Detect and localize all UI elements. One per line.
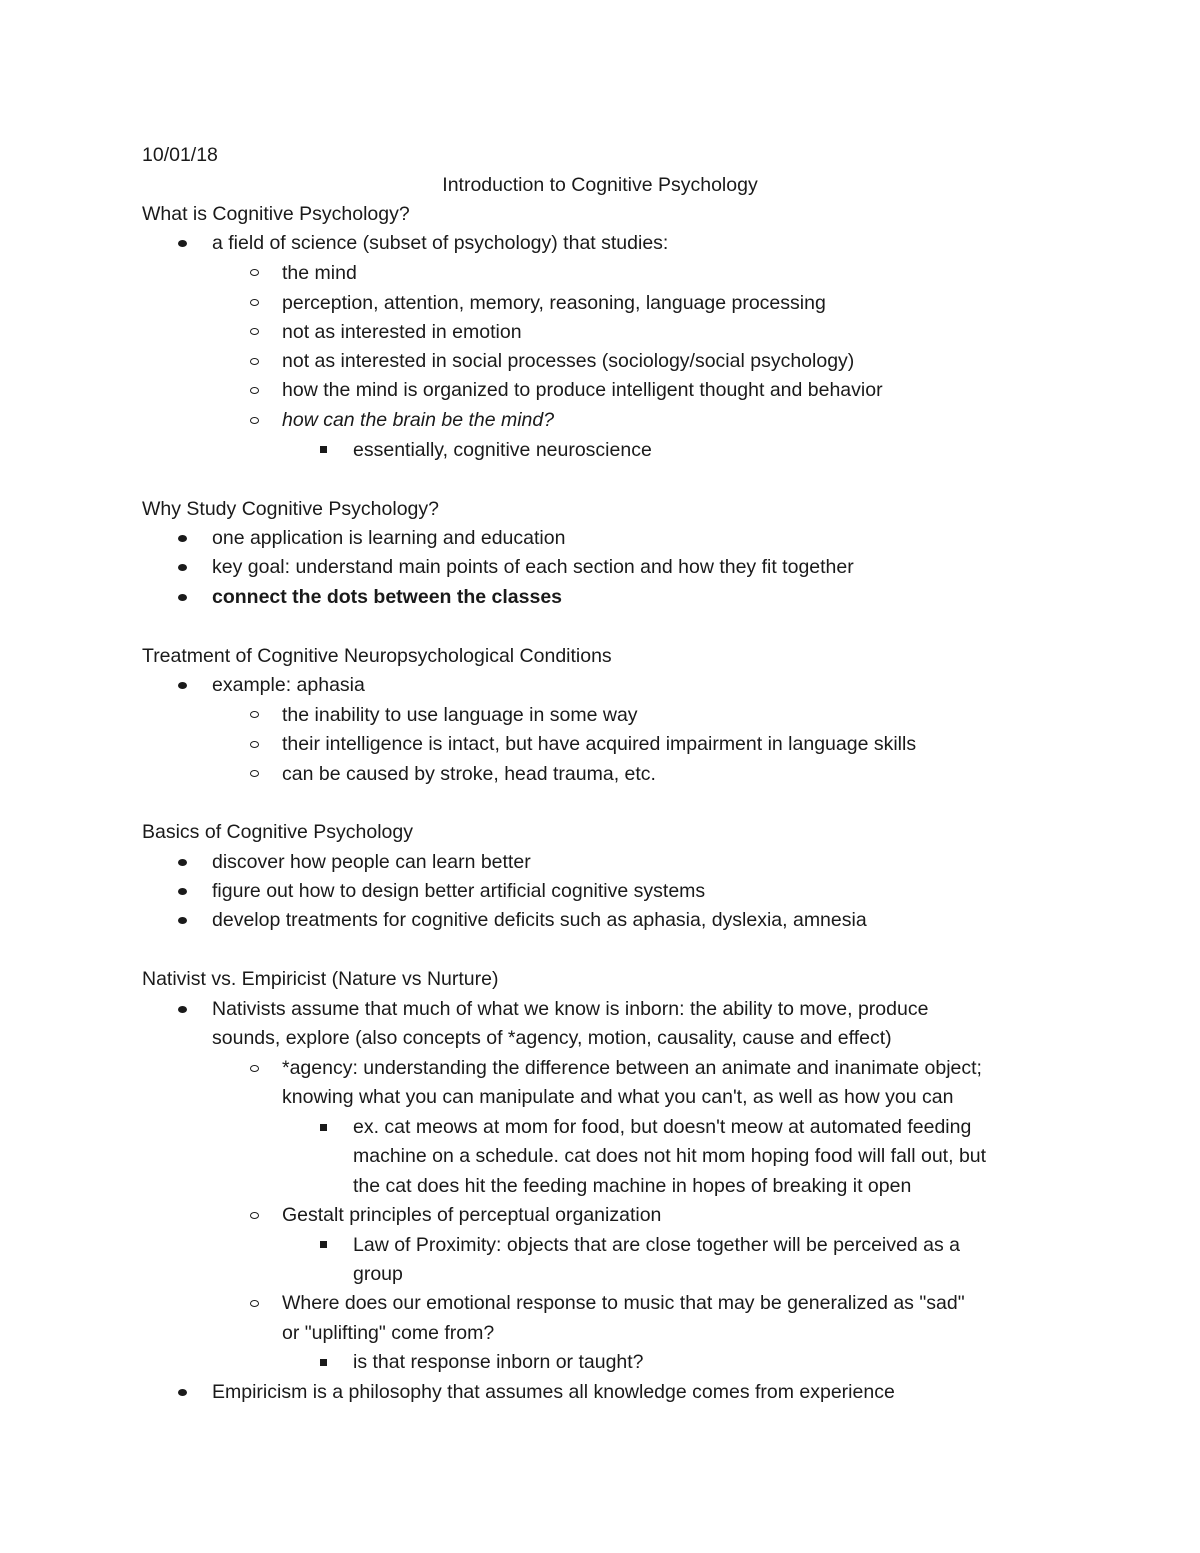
bullet-square-icon (320, 1359, 330, 1367)
bullet-square-icon (320, 446, 330, 454)
list-item-continuation: machine on a schedule. cat does not hit mom hoping food will fall out, but (353, 1145, 987, 1167)
bullet-disc-icon (178, 564, 190, 572)
bullet-square-icon (320, 1124, 330, 1132)
list-item: ex. cat meows at mom for food, but doesn't meow at automated feeding (353, 1116, 972, 1138)
list-item-continuation: or "uplifting" come from? (282, 1322, 495, 1344)
section-heading-basics: Basics of Cognitive Psychology (142, 821, 413, 843)
list-item: essentially, cognitive neuroscience (353, 439, 652, 461)
bullet-disc-icon (178, 535, 190, 543)
list-item: key goal: understand main points of each section and how they fit together (212, 556, 854, 578)
section-heading-treatment: Treatment of Cognitive Neuropsychological Conditions (142, 645, 612, 667)
bullet-disc-icon (178, 682, 190, 690)
bullet-disc-icon (178, 859, 190, 867)
bullet-disc-icon (178, 888, 190, 896)
list-item: *agency: understanding the difference between an animate and inanimate object; (282, 1057, 982, 1079)
bullet-disc-icon (178, 594, 190, 602)
section-heading-why: Why Study Cognitive Psychology? (142, 498, 439, 520)
list-item: Empiricism is a philosophy that assumes all knowledge comes from experience (212, 1381, 895, 1403)
list-item: example: aphasia (212, 674, 365, 696)
list-item: can be caused by stroke, head trauma, etc. (282, 763, 656, 785)
bullet-circle-icon (250, 1212, 262, 1220)
list-item: the inability to use language in some way (282, 704, 638, 726)
list-item: perception, attention, memory, reasoning, language processing (282, 292, 826, 314)
list-item: not as interested in social processes (sociology/social psychology) (282, 350, 855, 372)
list-item: is that response inborn or taught? (353, 1351, 644, 1373)
list-item: one application is learning and education (212, 527, 566, 549)
list-item-continuation: knowing what you can manipulate and what you can't, as well as how you can (282, 1086, 954, 1108)
list-item: connect the dots between the classes (212, 586, 563, 608)
bullet-circle-icon (250, 358, 262, 366)
bullet-circle-icon (250, 1300, 262, 1308)
section-heading-what: What is Cognitive Psychology? (142, 203, 410, 225)
bullet-disc-icon (178, 1006, 190, 1014)
list-item-continuation: group (353, 1263, 403, 1285)
list-item: how can the brain be the mind? (282, 409, 555, 431)
bullet-circle-icon (250, 711, 262, 719)
list-item-continuation: sounds, explore (also concepts of *agency, motion, causality, cause and effect) (212, 1027, 892, 1049)
bullet-circle-icon (250, 741, 262, 749)
list-item: Gestalt principles of perceptual organization (282, 1204, 662, 1226)
list-item: not as interested in emotion (282, 321, 522, 343)
bullet-circle-icon (250, 387, 262, 395)
list-item: Law of Proximity: objects that are close together will be perceived as a (353, 1234, 960, 1256)
page-title: Introduction to Cognitive Psychology (442, 174, 758, 196)
bullet-circle-icon (250, 770, 262, 778)
bullet-disc-icon (178, 240, 190, 248)
bullet-circle-icon (250, 269, 262, 277)
list-item: Nativists assume that much of what we know is inborn: the ability to move, produce (212, 998, 929, 1020)
list-item: their intelligence is intact, but have acquired impairment in language skills (282, 733, 917, 755)
list-item: develop treatments for cognitive deficits such as aphasia, dyslexia, amnesia (212, 909, 867, 931)
bullet-circle-icon (250, 1065, 262, 1073)
list-item-continuation: the cat does hit the feeding machine in hopes of breaking it open (353, 1175, 912, 1197)
note-date: 10/01/18 (142, 144, 218, 166)
list-item: Where does our emotional response to music that may be generalized as "sad" (282, 1292, 965, 1314)
bullet-circle-icon (250, 417, 262, 425)
section-heading-nativist: Nativist vs. Empiricist (Nature vs Nurture) (142, 968, 499, 990)
bullet-square-icon (320, 1241, 330, 1249)
list-item: figure out how to design better artificial cognitive systems (212, 880, 706, 902)
list-item: the mind (282, 262, 357, 284)
list-item: discover how people can learn better (212, 851, 531, 873)
bullet-disc-icon (178, 917, 190, 925)
bullet-disc-icon (178, 1389, 190, 1397)
list-item: how the mind is organized to produce intelligent thought and behavior (282, 379, 883, 401)
bullet-circle-icon (250, 328, 262, 336)
list-item: a field of science (subset of psychology) that studies: (212, 232, 669, 254)
bullet-circle-icon (250, 299, 262, 307)
